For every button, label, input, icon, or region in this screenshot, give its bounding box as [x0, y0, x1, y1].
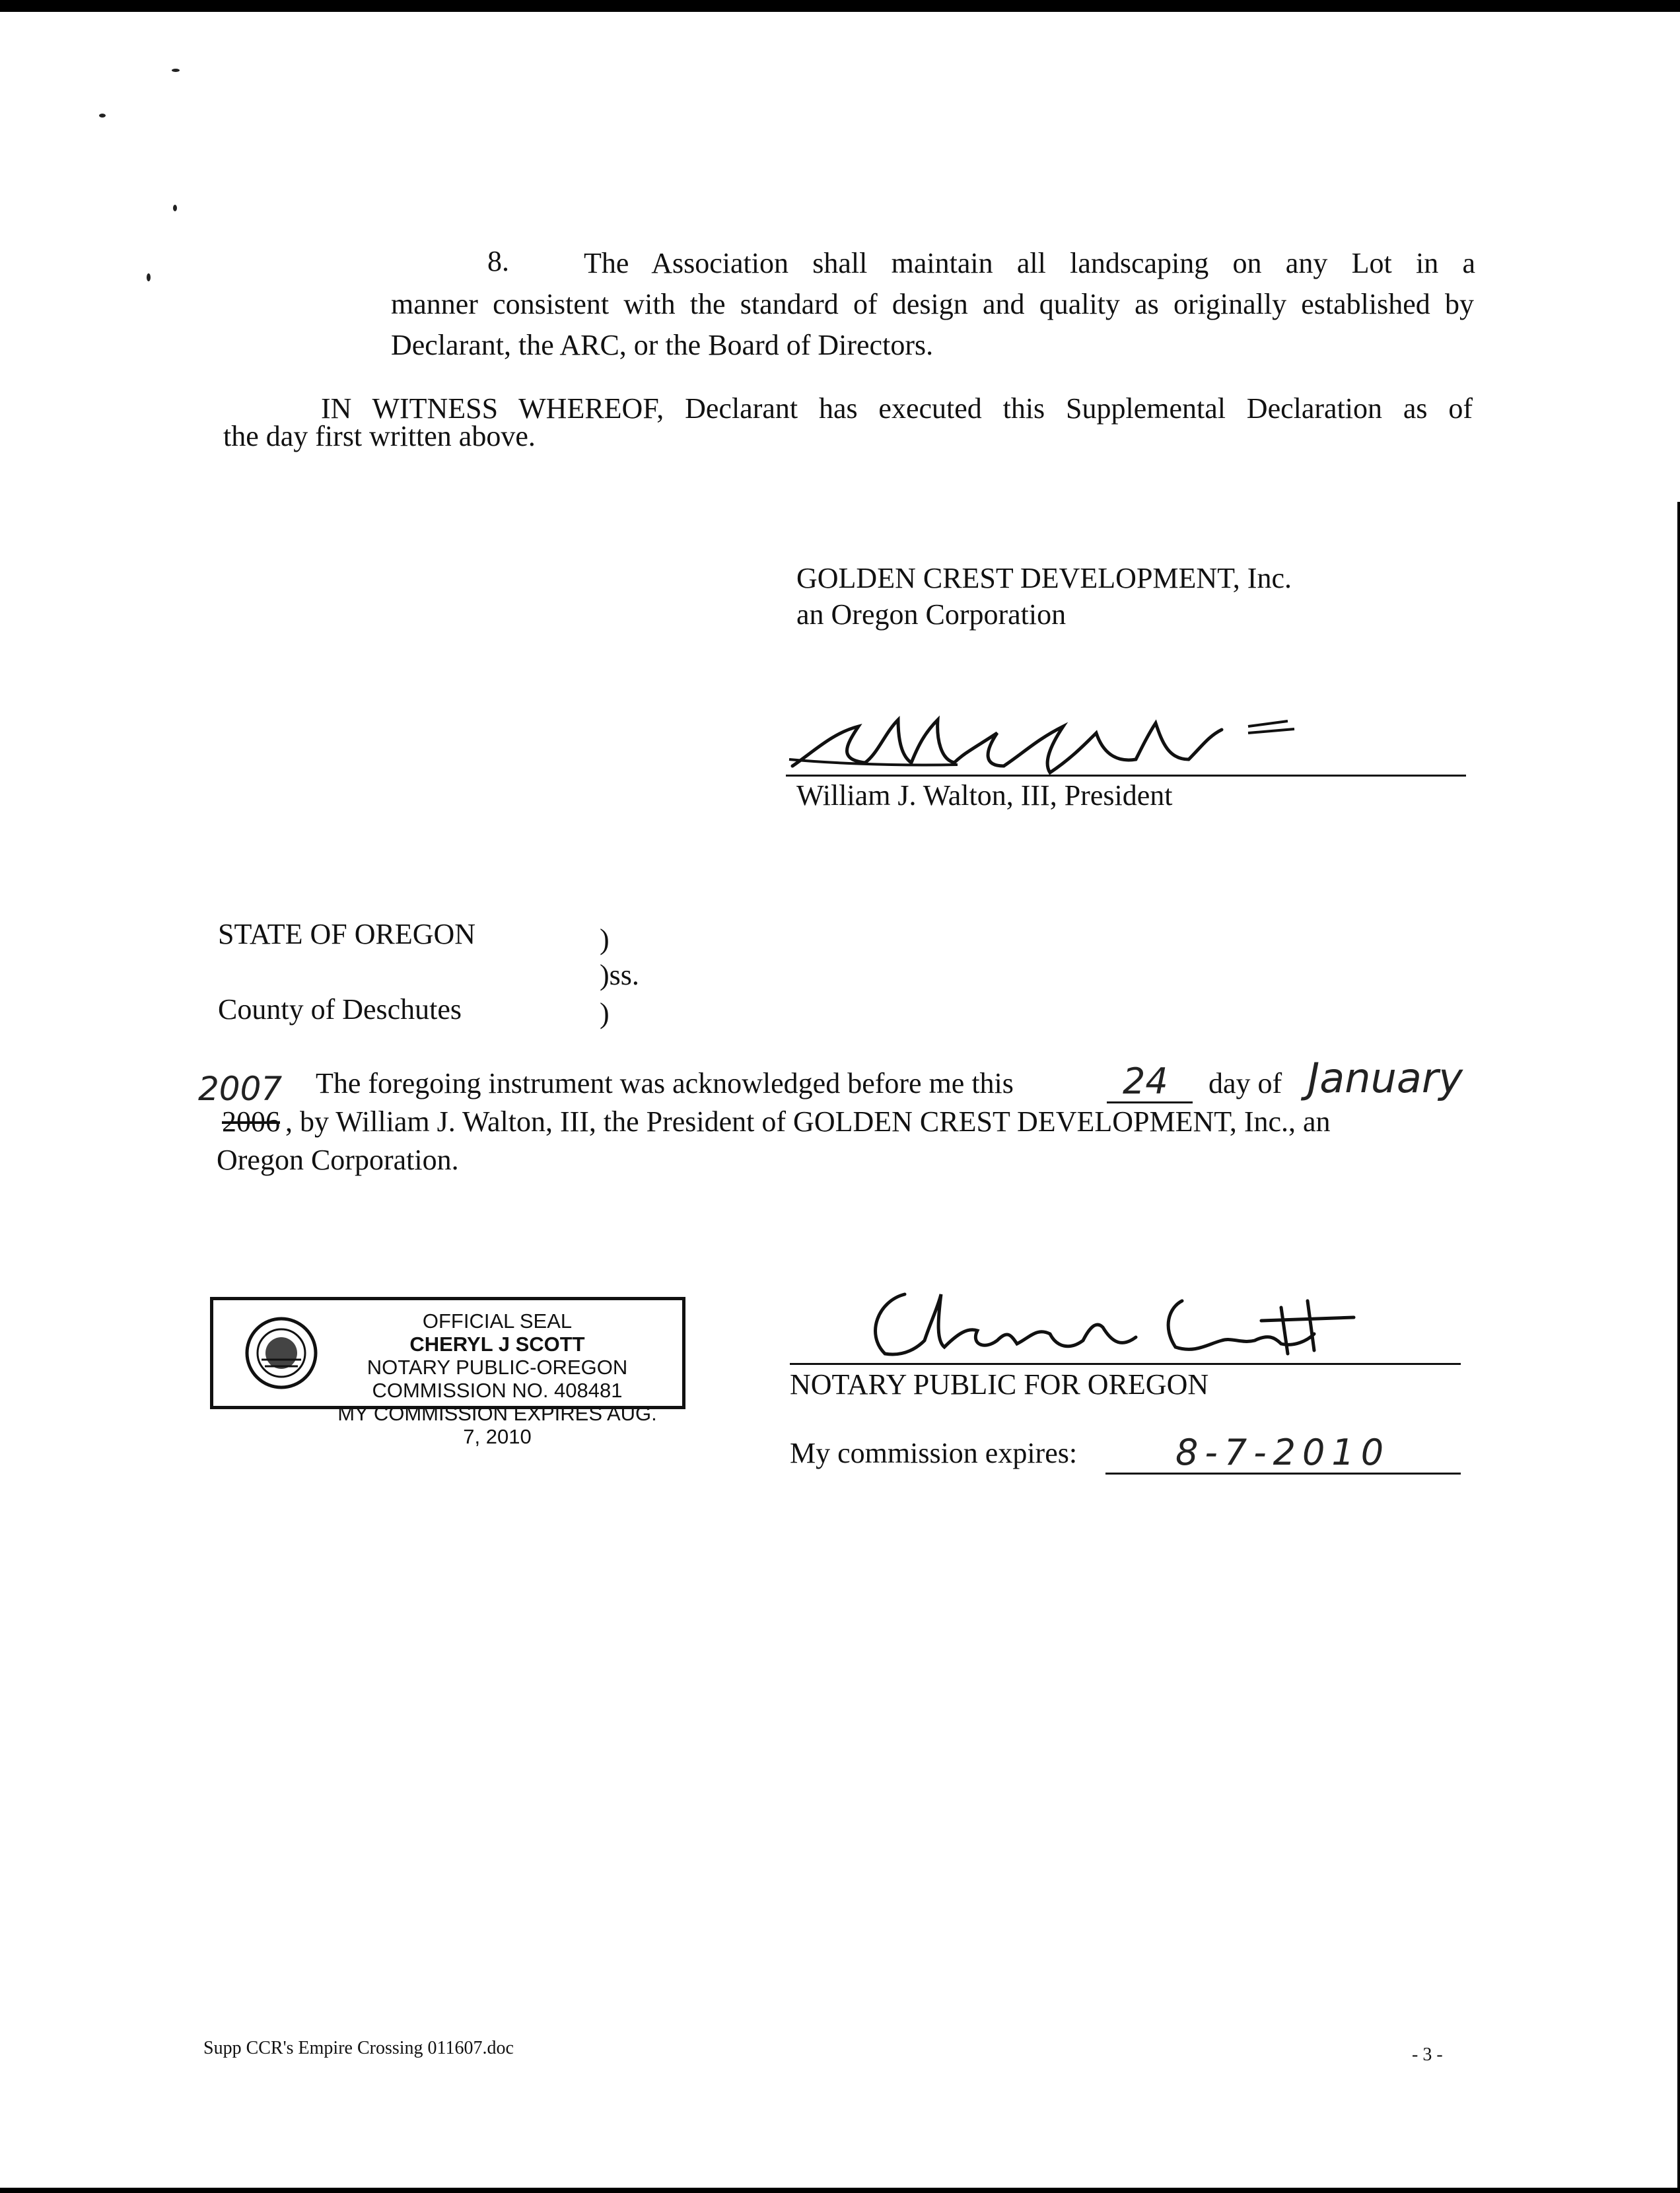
- ack-day-of: day of: [1208, 1067, 1282, 1099]
- state-seal-emblem-icon: [245, 1313, 318, 1393]
- handwritten-commission-date: 8-7-2010: [1175, 1432, 1391, 1473]
- footer-filename: Supp CCR's Empire Crossing 011607.doc: [203, 2038, 514, 2058]
- signer-title: William J. Walton, III, President: [796, 779, 1173, 812]
- venue-state: STATE OF OREGON: [218, 918, 476, 950]
- company-name: GOLDEN CREST DEVELOPMENT, Inc.: [796, 562, 1292, 594]
- scan-border-bottom: [0, 2188, 1680, 2193]
- declarant-signature: [786, 707, 1341, 779]
- ack-line1: The foregoing instrument was acknowledged before me this: [316, 1067, 1014, 1099]
- scan-border-right: [1677, 502, 1680, 2193]
- scan-border-top: [0, 0, 1680, 12]
- handwritten-year: 2007: [198, 1070, 283, 1108]
- handwritten-day: 24: [1123, 1061, 1168, 1102]
- handwritten-month: January: [1308, 1054, 1463, 1102]
- witness-line2: the day first written above.: [223, 420, 536, 452]
- notary-title: NOTARY PUBLIC FOR OREGON: [790, 1368, 1209, 1401]
- scan-speck: [147, 273, 151, 281]
- venue-paren-2: ): [600, 997, 610, 1029]
- official-seal: [210, 1297, 685, 1448]
- paragraph-8-line1: The Association shall maintain all landscaping on any Lot in a: [584, 247, 1475, 279]
- witness-line1: IN WITNESS WHEREOF, Declarant has executed this Supplemental Declaration as of: [321, 392, 1473, 425]
- seal-line-3: NOTARY PUBLIC-OREGON: [367, 1356, 628, 1379]
- company-type: an Oregon Corporation: [796, 598, 1067, 631]
- venue-county: County of Deschutes: [218, 993, 462, 1026]
- commission-label: My commission expires:: [790, 1437, 1078, 1469]
- paragraph-number: 8.: [487, 245, 509, 277]
- paragraph-8-body: manner consistent with the standard of design and quality as originally established by Declarant, the ARC, or the Board of Directors.: [391, 288, 1474, 361]
- seal-line-4: COMMISSION NO. 408481: [372, 1379, 623, 1402]
- scan-speck: [173, 205, 177, 211]
- ack-line2: , by William J. Walton, III, the President of GOLDEN CREST DEVELOPMENT, Inc., an: [285, 1105, 1331, 1138]
- seal-line-2: CHERYL J SCOTT: [409, 1333, 585, 1356]
- scan-speck: [99, 114, 106, 118]
- commission-blank-line: [1105, 1473, 1461, 1475]
- scan-speck: [172, 69, 180, 72]
- ack-line3: Oregon Corporation.: [217, 1144, 459, 1176]
- venue-ss: )ss.: [600, 959, 639, 991]
- venue-paren-1: ): [600, 923, 610, 956]
- struck-year: 2006: [222, 1105, 280, 1138]
- seal-line-1: OFFICIAL SEAL: [422, 1309, 573, 1333]
- page-number: - 3 -: [1412, 2044, 1443, 2065]
- notary-signature: [852, 1281, 1380, 1367]
- seal-line-5: MY COMMISSION EXPIRES AUG. 7, 2010: [337, 1402, 657, 1448]
